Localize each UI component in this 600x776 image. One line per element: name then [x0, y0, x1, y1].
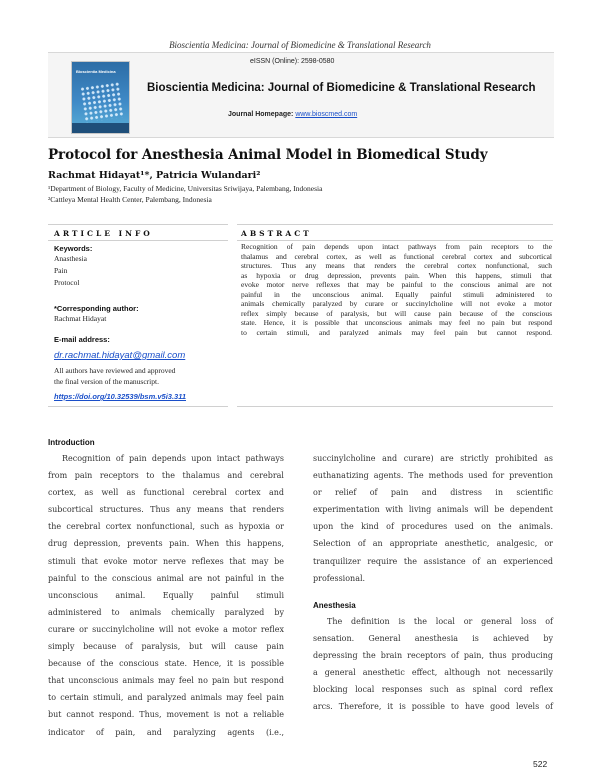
paper-title: Protocol for Anesthesia Animal Model in Biomedical Study	[48, 147, 488, 163]
body-line: stimuli that evoke motor nerve reflexes that may be	[48, 556, 284, 566]
divider	[237, 224, 553, 225]
keyword-item: Anasthesia	[54, 254, 87, 263]
email-link[interactable]: dr.rachmat.hidayat@gmail.com	[54, 350, 186, 361]
divider	[48, 406, 228, 407]
body-line: tranquilizer require the assistance of an experienced	[313, 556, 553, 566]
abstract-line: structures. Thus any means that renders the cerebral cortex nonfunctional, such	[241, 261, 552, 270]
abstract-heading: ABSTRACT	[241, 229, 312, 238]
abstract-line: evoke motor nerve reflexes that may be painful to the conscious animal are not	[241, 280, 552, 289]
body-line: a general anesthetic effect, although not necessarily	[313, 668, 553, 678]
body-line: or relief of pain and distress in scientific	[313, 488, 553, 498]
keyword-item: Protocol	[54, 278, 80, 287]
body-line: because of the conscious state. Hence, it is possible	[48, 659, 284, 669]
body-line: indicator of pain, and paralyzing agents (i.e.,	[48, 727, 284, 737]
authors: Rachmat Hidayat¹*, Patricia Wulandari²	[48, 170, 261, 181]
approval-note: the final version of the manuscript.	[54, 377, 159, 386]
issn: eISSN (Online): 2598-0580	[250, 58, 335, 65]
abstract-line: as hypoxia or drug depression, prevents pain. When this happens, stimuli that	[241, 270, 552, 280]
divider	[48, 240, 228, 241]
body-line: curare or succinylcholine will not evoke a motor reflex	[48, 624, 284, 634]
body-line: blocking local responses such as spinal cord reflex	[313, 685, 553, 695]
journal-homepage	[228, 111, 357, 118]
article-info-heading: ARTICLE INFO	[54, 229, 153, 238]
abstract-line: state. Hence, it is possible that unconscious animals may feel no pain but respond	[241, 318, 552, 327]
approval-note: All authors have reviewed and approved	[54, 366, 176, 375]
abstract-line: thalamus and cerebral cortex, as well as functional cerebral cortex and subcortical	[241, 251, 552, 261]
body-line: that unconscious animals may feel no pain but respond	[48, 676, 284, 686]
corresponding-label: *Corresponding author:	[54, 304, 139, 313]
body-line: upon the kind of procedures used on the animals.	[313, 522, 553, 532]
page-number: 522	[533, 759, 548, 769]
body-line: The definition is the local or general loss of	[327, 617, 553, 626]
journal-title: Bioscientia Medicina: Journal of Biomedicine & Translational Research	[147, 82, 536, 94]
body-line: sensation. General anesthesia is achieved by	[313, 634, 553, 644]
introduction-right-column	[313, 450, 553, 587]
divider	[237, 240, 553, 241]
cover-title: Bioscientia Medicina	[76, 69, 116, 74]
abstract-line: to certain stimuli, and paralyzed animals may feel pain but cannot respond.	[241, 327, 552, 337]
keyword-item: Pain	[54, 266, 68, 275]
body-line: but cannot respond. Thus, movement is not a reliable	[48, 710, 284, 720]
email-label: E-mail address:	[54, 335, 110, 344]
divider	[237, 406, 553, 407]
body-line: Recognition of pain depends upon intact pathways	[62, 454, 284, 463]
homepage-label: Journal Homepage:	[228, 111, 294, 118]
body-line: depressing the brain receptors of pain, thus producing	[313, 651, 553, 661]
introduction-left-column	[48, 450, 284, 741]
anesthesia-column	[313, 613, 553, 716]
abstract-text	[241, 242, 552, 337]
body-line: simply because of paralysis, but will cause pain	[48, 642, 284, 652]
body-line: professional.	[313, 573, 366, 583]
body-line: unconscious animal. Equally painful stimuli	[48, 590, 284, 600]
doi-link[interactable]: https://doi.org/10.32539/bsm.v5i3.311	[54, 392, 186, 401]
body-line: subcortical structures. Thus any means that renders	[48, 505, 284, 515]
body-line: Selection of an appropriate anesthetic, analgesic, or	[313, 539, 553, 549]
body-line: arcs. Therefore, it is possible to have good levels of	[313, 702, 553, 712]
cover-graphic	[80, 81, 125, 122]
introduction-heading: Introduction	[48, 438, 95, 447]
corresponding-name: Rachmat Hidayat	[54, 314, 107, 323]
abstract-line: Recognition of pain depends upon intact pathways from pain receptors to the	[241, 242, 552, 251]
body-line: the cerebral cortex nonfunctional, such as hypoxia or	[48, 522, 284, 532]
body-line: cortex, as well as functional cerebral cortex and	[48, 488, 284, 498]
body-line: painful to the conscious animal are not painful in the	[48, 573, 284, 583]
running-header: Bioscientia Medicina: Journal of Biomedicine & Translational Research	[169, 40, 431, 50]
homepage-link[interactable]: www.bioscmed.com	[295, 111, 358, 118]
abstract-line: painful in the unconscious animal. Equally painful stimuli administered to	[241, 289, 552, 299]
body-line: euthanatizing agents. The methods used for prevention	[313, 471, 553, 481]
body-line: from pain receptors to the thalamus and cerebral	[48, 471, 284, 481]
abstract-line: reflex simply because of paralysis, but will cause pain because of the conscious	[241, 308, 552, 318]
body-line: drug depression, prevents pain. When this happens,	[48, 539, 284, 549]
affiliation-2: ²Cattleya Mental Health Center, Palembang, Indonesia	[48, 195, 212, 204]
body-line: administered to animals chemically paralyzed by	[48, 607, 284, 617]
body-line: experimentation with living animals will be dependent	[313, 505, 553, 515]
journal-cover-image	[71, 61, 130, 134]
keywords-label: Keywords:	[54, 244, 93, 253]
body-line: succinylcholine and curare) are strictly prohibited as	[313, 454, 553, 463]
cover-band	[72, 123, 129, 133]
divider	[48, 224, 228, 225]
abstract-line: animals chemically paralyzed by curare or succinylcholine will not evoke a motor	[241, 299, 552, 308]
anesthesia-heading: Anesthesia	[313, 601, 356, 610]
body-line: to certain stimuli, and paralyzed animals may feel pain	[48, 693, 284, 703]
affiliation-1: ¹Department of Biology, Faculty of Medicine, Universitas Sriwijaya, Palembang, Indonesia	[48, 184, 323, 193]
